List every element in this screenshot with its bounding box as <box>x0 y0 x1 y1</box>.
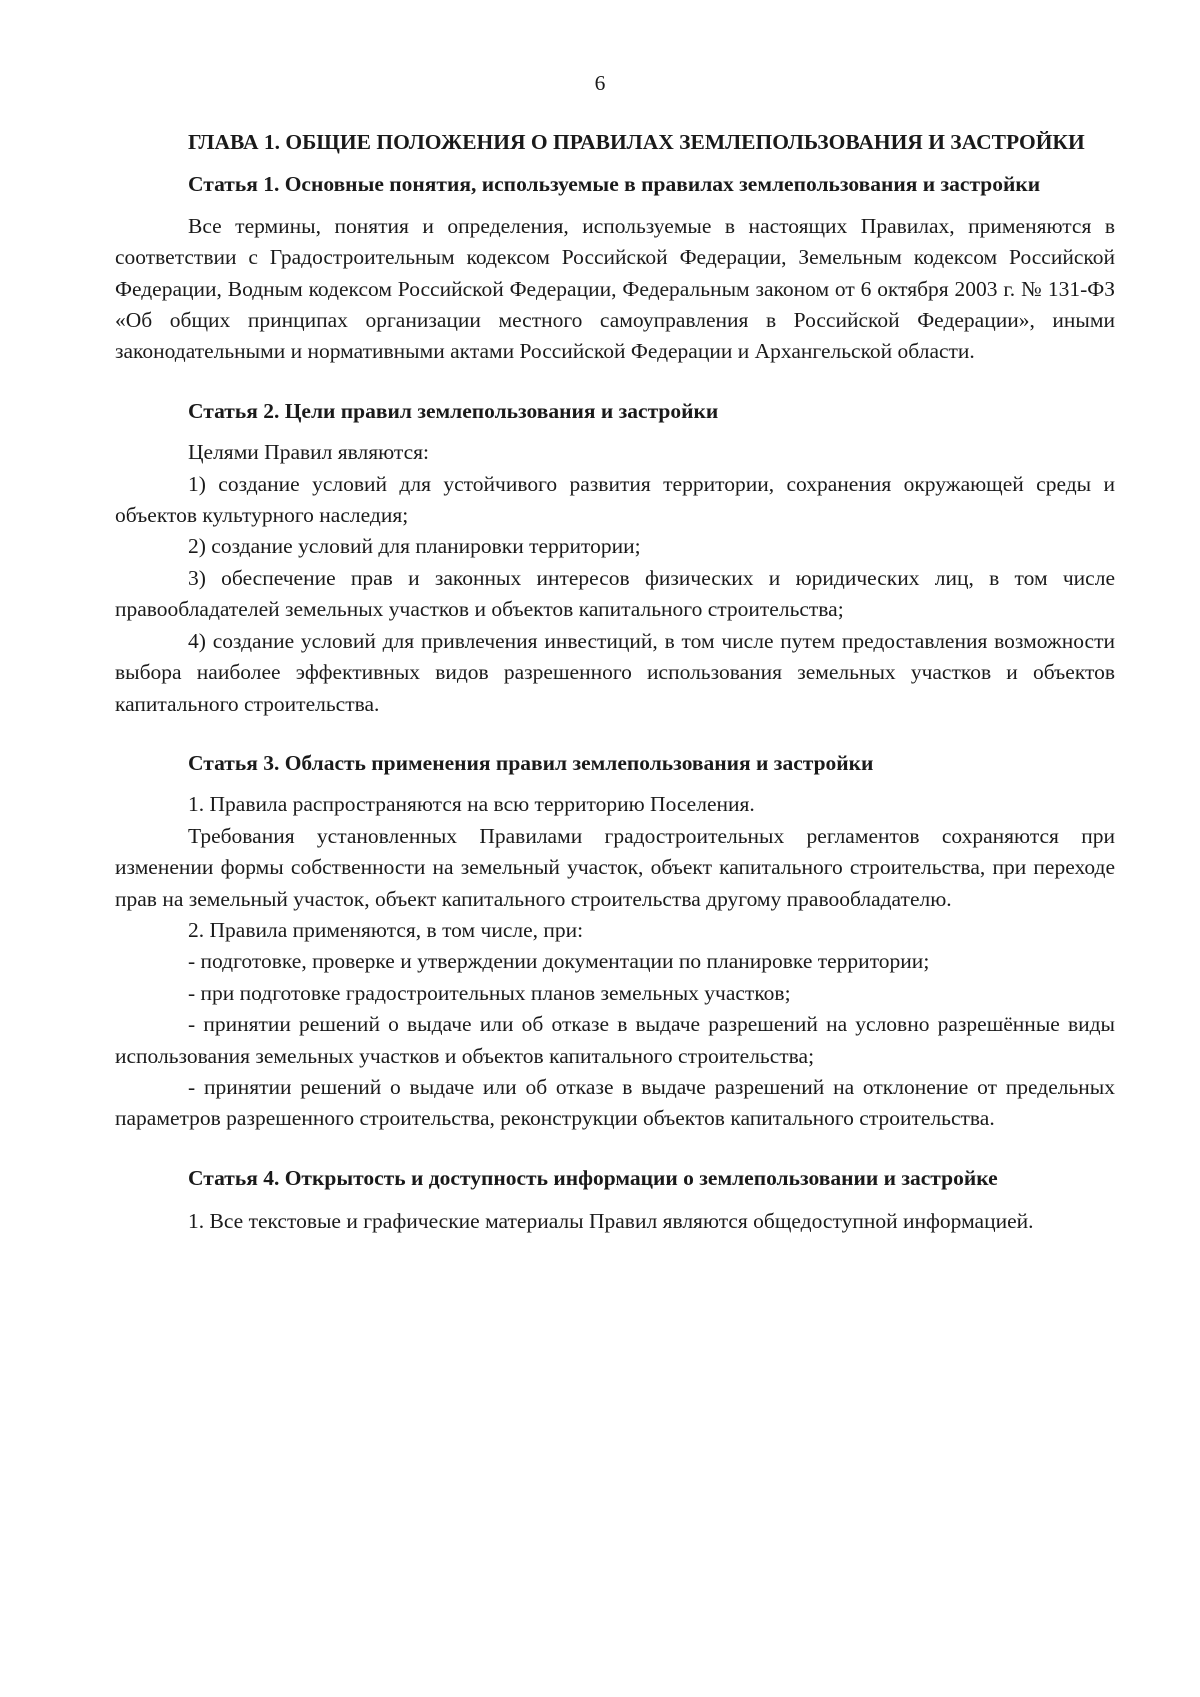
article-2-title: Статья 2. Цели правил землепользования и застройки <box>188 398 719 423</box>
article-2-paragraph: Целями Правил являются: <box>188 440 429 465</box>
article-2-paragraph: 1) создание условий для устойчивого развития территории, сохранения окружающей среды и объектов культурного наследия; <box>115 471 1115 528</box>
article-3-paragraph: - подготовке, проверке и утверждении документации по планировке территории; <box>188 949 930 974</box>
article-2-body <box>115 437 1115 720</box>
article-1-title: Статья 1. Основные понятия, используемые в правилах землепользования и застройки <box>188 172 1041 197</box>
article-4-paragraph: 1. Все текстовые и графические материалы Правил являются общедоступной информацией. <box>188 1209 1034 1234</box>
article-3-paragraph: 2. Правила применяются, в том числе, при: <box>188 917 584 942</box>
article-3-paragraph: - принятии решений о выдаче или об отказе в выдаче разрешений на условно разрешённые виды использования земельных участков и объектов капитального строительства; <box>115 1012 1115 1068</box>
article-1-body <box>115 211 1115 368</box>
article-3-paragraph: - принятии решений о выдаче или об отказе в выдаче разрешений на отклонение от предельных параметров разрешенного строительства, реконструкции объектов капитального строительства. <box>115 1074 1115 1131</box>
article-2-paragraph: 3) обеспечение прав и законных интересов физических и юридических лиц, в том числе правообладателей земельных участков и объектов капитального строительства; <box>115 565 1115 622</box>
article-2-paragraph: 2) создание условий для планировки территории; <box>188 534 641 559</box>
article-3-paragraph: Требования установленных Правилами градостроительных регламентов сохраняются при изменении формы собственности на земельный участок, объект капитального строительства, при переходе прав на земельный участок, объект капитального строительства другому правообладателю. <box>115 823 1115 911</box>
chapter-title: ГЛАВА 1. ОБЩИЕ ПОЛОЖЕНИЯ О ПРАВИЛАХ ЗЕМЛЕПОЛЬЗОВАНИЯ И ЗАСТРОЙКИ <box>188 130 1085 154</box>
article-3-paragraph: - при подготовке градостроительных планов земельных участков; <box>188 980 791 1005</box>
page-content <box>115 127 1115 1238</box>
article-4-body <box>115 1206 1115 1237</box>
article-3-body <box>115 789 1115 1134</box>
article-4-title: Статья 4. Открытость и доступность информации о землепользовании и застройке <box>188 1165 998 1190</box>
article-3-title: Статья 3. Область применения правил землепользования и застройки <box>188 750 874 775</box>
article-1-paragraph: Все термины, понятия и определения, используемые в настоящих Правилах, применяются в соответствии с Градостроительным кодексом Российской Федерации, Земельным кодексом Российской Федерации, Водным кодексом Российской Федерации, Федеральным законом от 6 октября 2003 г. № 131-ФЗ «Об общих принципах организации местного самоуправления в Российской Федерации», иными законодательными и нормативными актами Российской Федерации и Архангельской области. <box>115 213 1115 364</box>
page-number: 6 <box>594 71 606 95</box>
article-3-paragraph: 1. Правила распространяются на всю территорию Поселения. <box>188 792 755 817</box>
article-2-paragraph: 4) создание условий для привлечения инвестиций, в том числе путем предоставления возможности выбора наиболее эффективных видов разрешенного использования земельных участков и объектов капитального строительства. <box>115 628 1115 716</box>
